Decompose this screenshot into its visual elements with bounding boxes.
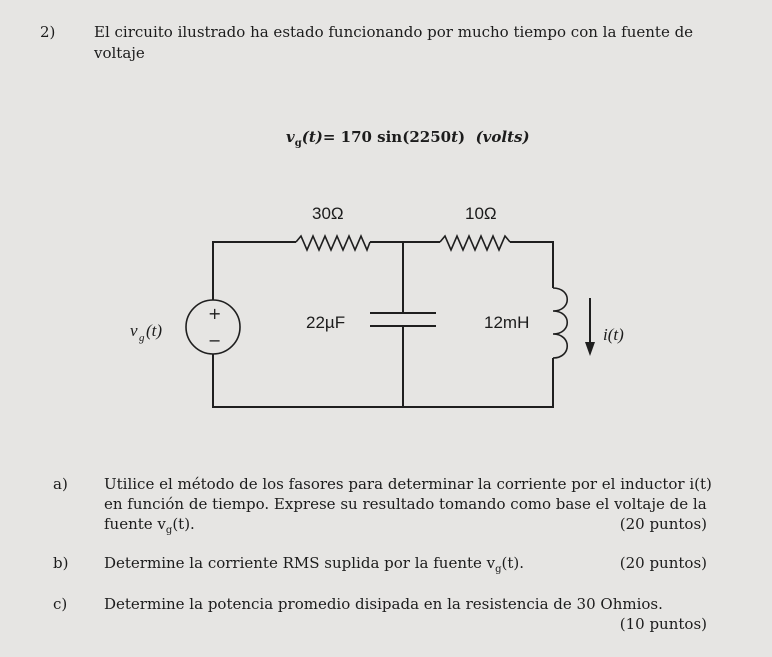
question-a-sub: g [165,525,173,536]
label-source-sub: g [139,332,145,344]
label-resistor-30: 30Ω [312,204,344,223]
label-source-arg: (t) [146,321,163,340]
equation-close: ) [458,128,466,146]
question-a-line-1: Utilice el método de los fasores para determinar la corriente por el inductor i(t) [104,475,712,493]
wire-right-top [510,242,553,288]
problem-statement-line-1: El circuito ilustrado ha estado funcionando por mucho tiempo con la fuente de [94,23,694,41]
label-inductor: 12mH [484,313,530,332]
question-c-letter: c) [53,595,68,613]
wire-left-top [213,242,296,300]
inductor-coil [553,288,567,358]
question-a-line-3-text: fuente v [104,515,166,533]
question-b-text: Determine la corriente RMS suplida por la fuente v [104,554,496,572]
source-plus-sign: + [208,304,222,323]
label-source-v: v [130,321,138,340]
wire-bottom [213,354,553,407]
label-current: i(t) [603,325,624,344]
question-c-line-1: Determine la potencia promedio disipada en la resistencia de 30 Ohmios. [104,595,663,613]
question-b-points: (20 puntos) [619,554,707,572]
source-minus-sign: − [208,331,222,350]
question-b-end: (t). [501,554,525,572]
question-a-points: (20 puntos) [619,515,707,533]
question-c-points: (10 puntos) [619,615,707,633]
equation-sub: g [294,138,302,149]
equation-rhs: = 170 sin(2250 [322,128,452,146]
question-a-line-3-end: (t). [172,515,195,533]
question-a-line-3 [104,515,195,536]
question-a-letter: a) [53,475,68,493]
resistor-30-ohm [296,236,370,250]
question-b-line-1 [104,554,524,575]
equation-arg: (t) [301,128,323,146]
problem-statement-line-2: voltaje [94,44,145,62]
problem-number: 2) [40,23,56,41]
label-capacitor: 22µF [306,313,346,332]
equation-v: v [286,128,295,146]
question-a-line-2: en función de tiempo. Exprese su resultado tomando como base el voltaje de la [104,495,707,513]
current-arrow-head-icon [585,342,595,356]
equation-t: t [451,128,458,146]
question-b-letter: b) [53,554,69,572]
equation-units: (volts) [475,128,530,146]
question-b-sub: g [495,564,502,575]
resistor-10-ohm [440,236,510,250]
label-resistor-10: 10Ω [465,204,497,223]
